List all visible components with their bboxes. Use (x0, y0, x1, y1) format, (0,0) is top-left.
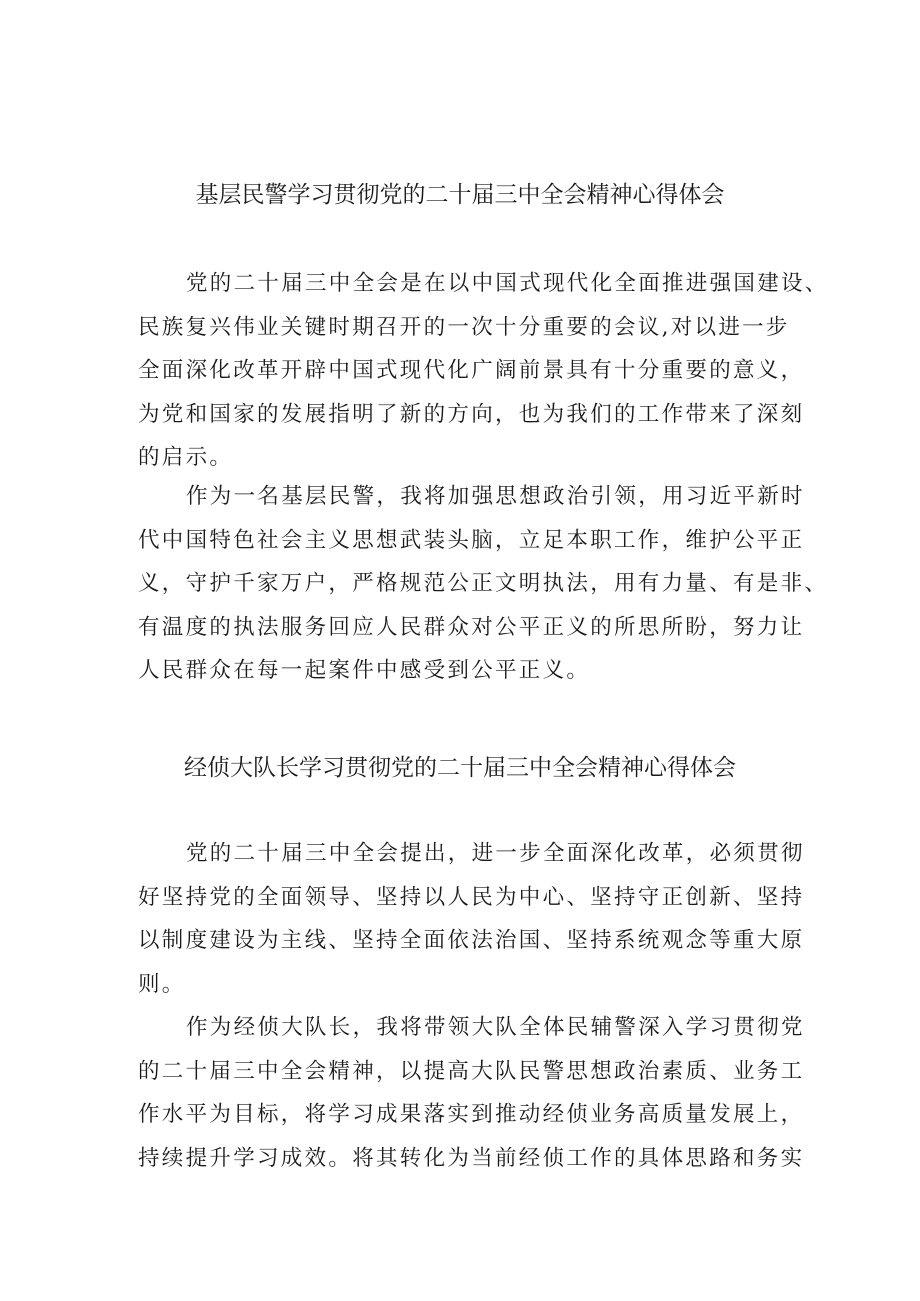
paragraph-line: 为党和国家的发展指明了新的方向，也为我们的工作带来了深刻 (138, 401, 805, 427)
paragraph-line: 有温度的执法服务回应人民群众对公平正义的所思所盼，努力让 (138, 614, 805, 640)
section-2-paragraph-1 (138, 832, 810, 1006)
section-2-title: 经侦大队长学习贯彻党的二十届三中全会精神心得体会 (184, 755, 736, 781)
paragraph-line: 作为一名基层民警，我将加强思想政治引领，用习近平新时 (186, 484, 805, 509)
paragraph-line: 人民群众在每一起案件中感受到公平正义。 (138, 658, 591, 683)
paragraph-line: 的二十届三中全会精神，以提高大队民警思想政治素质、业务工 (138, 1058, 805, 1084)
paragraph-line: 代中国特色社会主义思想武装头脑，立足本职工作，维护公平正 (138, 527, 805, 553)
paragraph-line: 则。 (138, 971, 186, 997)
paragraph-line: 作为经侦大队长，我将带领大队全体民辅警深入学习贯彻党 (186, 1015, 805, 1040)
paragraph-line: 作水平为目标，将学习成果落实到推动经侦业务高质量发展上， (138, 1102, 805, 1127)
section-1-paragraph-1 (138, 262, 829, 480)
paragraph-line: 的启示。 (138, 445, 234, 470)
section-2-paragraph-2 (138, 1006, 810, 1180)
paragraph-line: 党的二十届三中全会提出，进一步全面深化改革，必须贯彻 (186, 841, 805, 866)
paragraph-line: 持续提升学习成效。将其转化为当前经侦工作的具体思路和务实 (138, 1145, 805, 1171)
paragraph-line: 民族复兴伟业关键时期召开的一次十分重要的会议,对以进一步 (138, 314, 790, 340)
paragraph-line: 好坚持党的全面领导、坚持以人民为中心、坚持守正创新、坚持 (138, 884, 805, 910)
section-1-title: 基层民警学习贯彻党的二十届三中全会精神心得体会 (195, 182, 725, 208)
paragraph-line: 义，守护千家万户，严格规范公正文明执法，用有力量、有是非、 (138, 571, 829, 596)
paragraph-line: 党的二十届三中全会是在以中国式现代化全面推进强国建设、 (186, 271, 829, 296)
section-1-paragraph-2 (138, 475, 829, 693)
paragraph-line: 以制度建设为主线、坚持全面依法治国、坚持系统观念等重大原 (138, 928, 805, 953)
paragraph-line: 全面深化改革开辟中国式现代化广阔前景具有十分重要的意义， (138, 358, 805, 383)
